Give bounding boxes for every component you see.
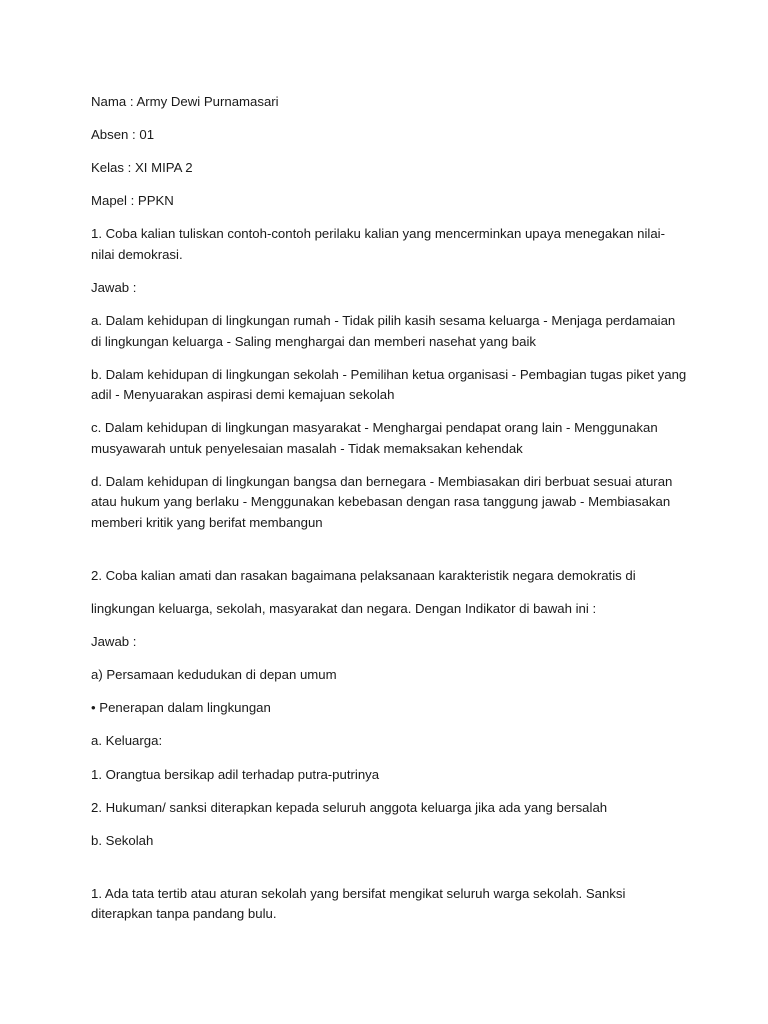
answer-label-1: Jawab : bbox=[91, 279, 137, 295]
section-gap bbox=[91, 864, 688, 884]
answer-1d: d. Dalam kehidupan di lingkungan bangsa dan bernegara - Membiasakan diri berbuat sesuai aturan atau hukum yang berlaku - Menggunakan kebebasan dengan rasa tanggung jawab - Membiasakan memberi kritik yang berifat membangun bbox=[91, 473, 673, 530]
penerapan-bullet: • Penerapan dalam lingkungan bbox=[91, 700, 271, 716]
answer-1c: c. Dalam kehidupan di lingkungan masyarakat - Menghargai pendapat orang lain - Menggunakan musyawarah untuk penyelesaian masalah - Tidak memaksakan kehendak bbox=[91, 420, 658, 456]
answer-1b: b. Dalam kehidupan di lingkungan sekolah - Pemilihan ketua organisasi - Pembagian tugas piket yang adil - Menyuarakan aspirasi demi kemajuan sekolah bbox=[91, 366, 687, 403]
question-2-line-2: lingkungan keluarga, sekolah, masyarakat dan negara. Dengan Indikator di bawah ini : bbox=[91, 601, 597, 617]
question-2-line-1: 2. Coba kalian amati dan rasakan bagaimana pelaksanaan karakteristik negara demokratis di bbox=[91, 567, 636, 583]
sekolah-item-1: 1. Ada tata tertib atau aturan sekolah yang bersifat mengikat seluruh warga sekolah. Sanksi diterapkan tanpa pandang bulu. bbox=[91, 885, 626, 922]
section-gap bbox=[91, 546, 688, 566]
indicator-heading: a) Persamaan kedudukan di depan umum bbox=[91, 667, 337, 683]
student-class: Kelas : XI MIPA 2 bbox=[91, 160, 193, 176]
keluarga-heading: a. Keluarga: bbox=[91, 733, 163, 749]
keluarga-item-1: 1. Orangtua bersikap adil terhadap putra-putrinya bbox=[91, 766, 380, 782]
student-absen: Absen : 01 bbox=[91, 127, 155, 143]
answer-1a: a. Dalam kehidupan di lingkungan rumah - Tidak pilih kasih sesama keluarga - Menjaga perdamaian di lingkungan keluarga - Saling menghargai dan memberi nasehat yang baik bbox=[91, 313, 676, 349]
subject: Mapel : PPKN bbox=[91, 193, 174, 209]
answer-label-2: Jawab : bbox=[91, 634, 137, 650]
keluarga-item-2: 2. Hukuman/ sanksi diterapkan kepada seluruh anggota keluarga jika ada yang bersalah bbox=[91, 799, 608, 815]
question-1: 1. Coba kalian tuliskan contoh-contoh perilaku kalian yang mencerminkan upaya menegakan nilai-nilai demokrasi. bbox=[91, 226, 665, 262]
student-name: Nama : Army Dewi Purnamasari bbox=[91, 94, 279, 109]
sekolah-heading: b. Sekolah bbox=[91, 832, 154, 848]
